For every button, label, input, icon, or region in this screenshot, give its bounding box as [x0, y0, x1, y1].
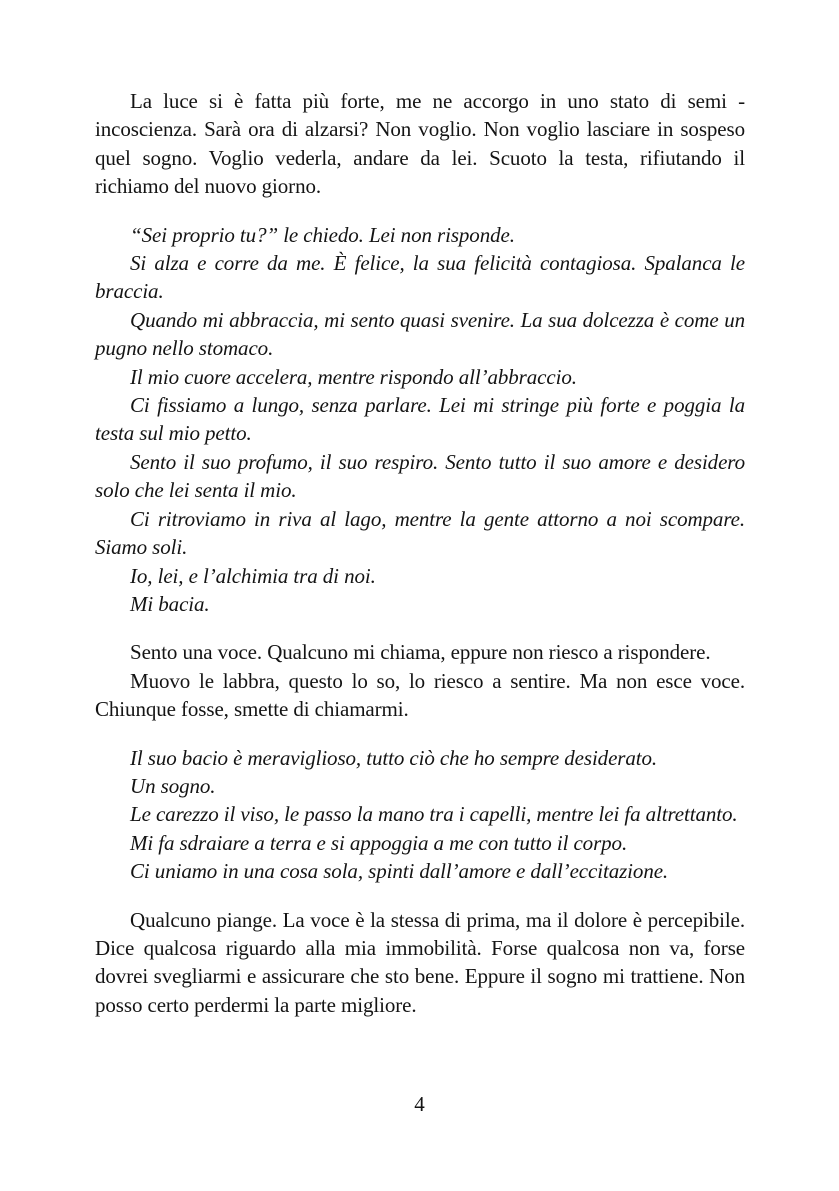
paragraph: Ci uniamo in una cosa sola, spinti dall’amore e dall’eccitazione. [130, 859, 669, 884]
paragraph: Il suo bacio è meraviglioso, tutto ciò che ho sempre desiderato. [130, 745, 658, 770]
page-number: 4 [414, 1092, 425, 1116]
text-block-roman [95, 638, 745, 723]
paragraph: Un sogno. [130, 773, 216, 798]
text-block-italic [95, 221, 745, 619]
paragraph: Si alza e corre da me. È felice, la sua felicità contagiosa. Spalanca le braccia. [95, 251, 745, 304]
paragraph: Qualcuno piange. La voce è la stessa di prima, ma il dolore è percepibile. Dice qualcosa riguardo alla mia immobilità. Forse qualcosa non va, forse dovrei svegliarmi e assicurare che sto bene. Eppure il sogno mi trattiene. Non posso certo perdermi la parte migliore. [95, 907, 745, 1017]
paragraph: Le carezzo il viso, le passo la mano tra i capelli, mentre lei fa altrettanto. [130, 802, 738, 827]
paragraph: Ci fissiamo a lungo, senza parlare. Lei mi stringe più forte e poggia la testa sul mio petto. [95, 393, 745, 446]
paragraph: Muovo le labbra, questo lo so, lo riesco a sentire. Ma non esce voce. Chiunque fosse, smette di chiamarmi. [95, 668, 745, 722]
paragraph: Ci ritroviamo in riva al lago, mentre la gente attorno a noi scompare. Siamo soli. [95, 506, 745, 560]
paragraph: Io, lei, e l’alchimia tra di noi. [130, 563, 376, 588]
paragraph: Sento una voce. Qualcuno mi chiama, eppure non riesco a rispondere. [130, 640, 711, 665]
paragraph: La luce si è fatta più forte, me ne accorgo in uno stato di semi - incoscienza. Sarà ora di alzarsi? Non voglio. Non voglio lasciare in sospeso quel sogno. Voglio vederla, andare da lei. Scuoto la testa, rifiutando il richiamo del nuovo giorno. [95, 89, 745, 199]
text-block-italic [95, 744, 745, 886]
text-block-roman [95, 87, 745, 201]
paragraph: Quando mi abbraccia, mi sento quasi svenire. La sua dolcezza è come un pugno nello stomaco. [95, 307, 745, 361]
paragraph: Mi bacia. [130, 591, 210, 616]
text-block-roman [95, 906, 745, 1020]
paragraph: Sento il suo profumo, il suo respiro. Sento tutto il suo amore e desidero solo che lei senta il mio. [95, 449, 745, 503]
paragraph: Mi fa sdraiare a terra e si appoggia a me con tutto il corpo. [130, 830, 628, 855]
paragraph: Il mio cuore accelera, mentre rispondo all’abbraccio. [130, 364, 577, 389]
text-blocks [95, 87, 745, 1019]
paragraph: “Sei proprio tu?” le chiedo. Lei non risponde. [130, 222, 515, 247]
